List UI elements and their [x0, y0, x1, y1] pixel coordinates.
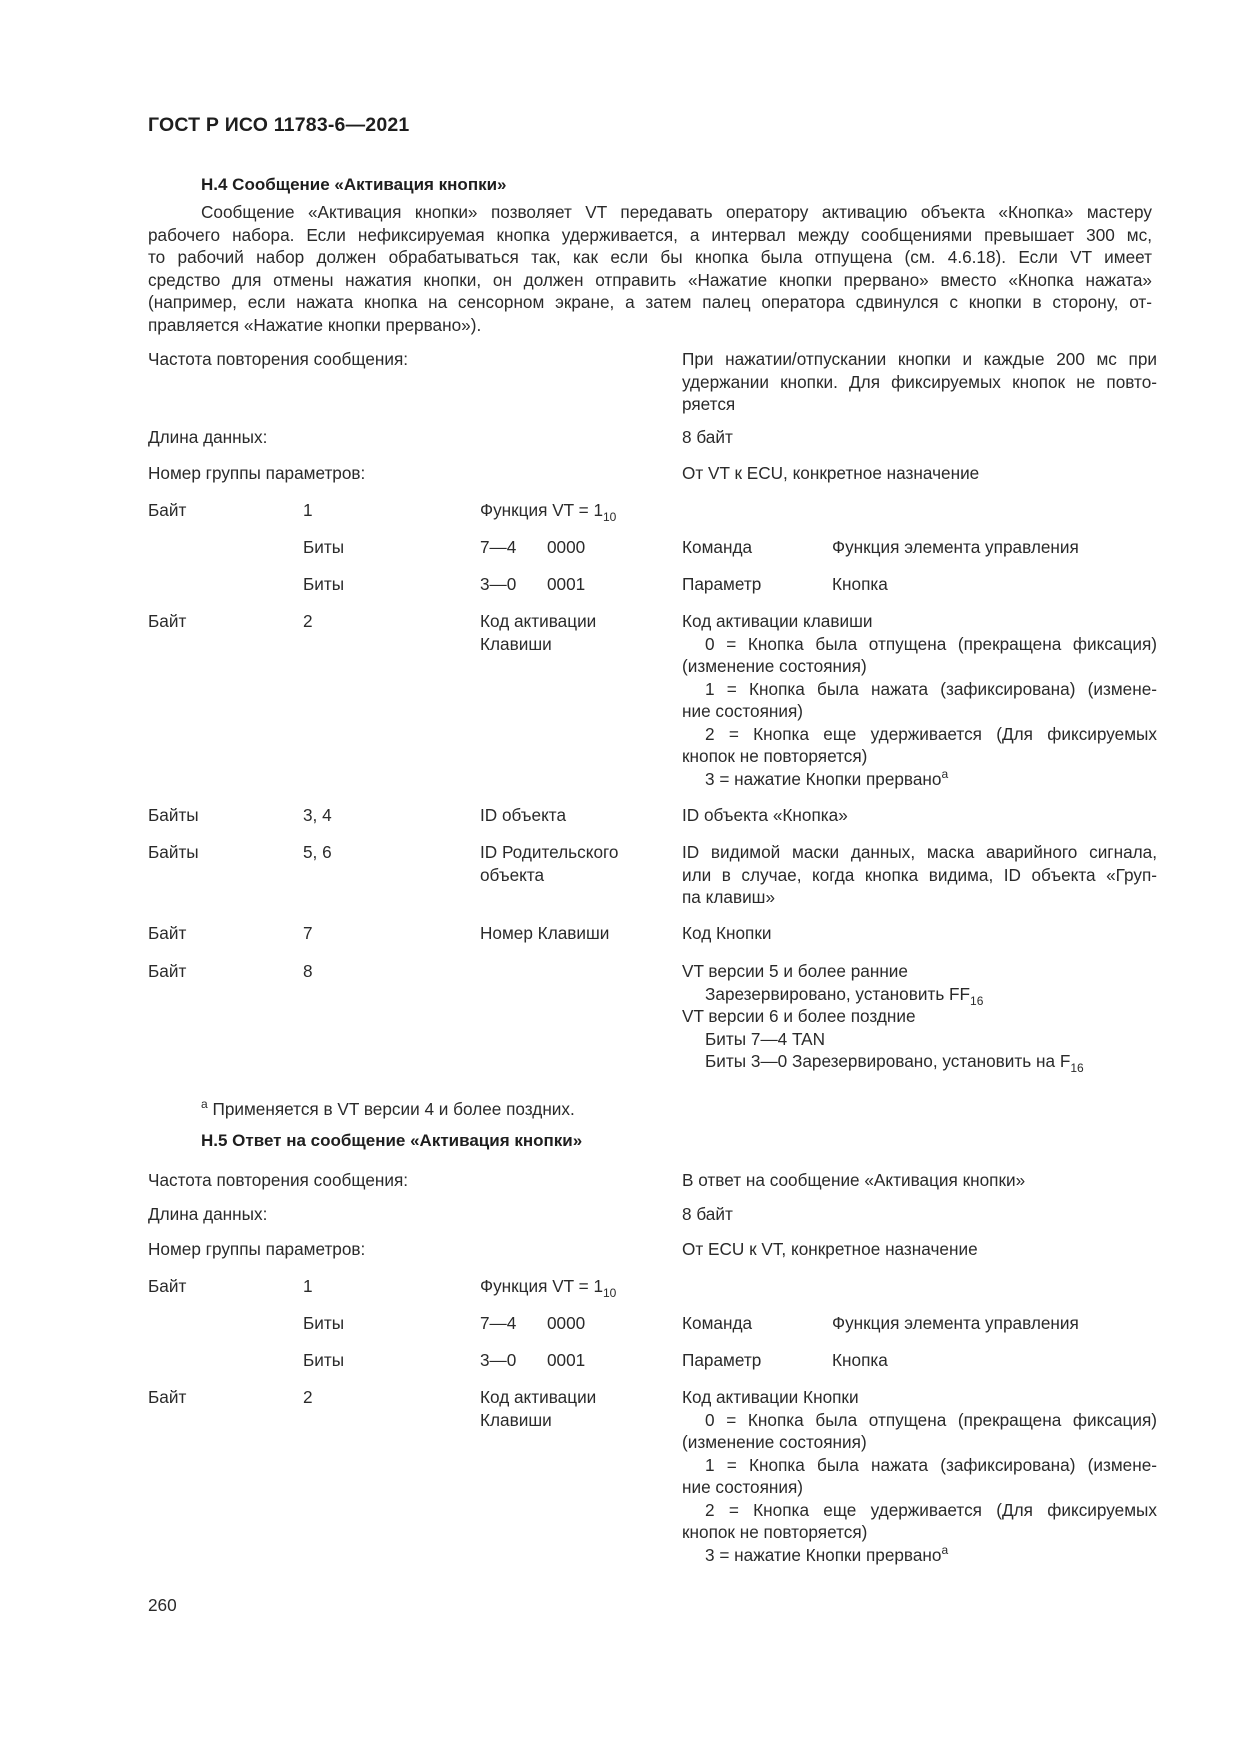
version-line: VT версии 5 и более ранние	[682, 961, 908, 981]
reserved-text: Биты 3—0 Зарезервировано, установить на F	[705, 1051, 1071, 1071]
activation-codes	[682, 1386, 1157, 1566]
intro-paragraph	[148, 201, 1152, 336]
document-code: ГОСТ Р ИСО 11783-6—2021	[148, 114, 410, 136]
field-name: ID объекта	[480, 805, 567, 825]
byte-label: Байт	[148, 1276, 187, 1296]
footnote	[201, 1098, 575, 1121]
bits-range: 3—0	[480, 574, 517, 594]
paragraph-line: правляется «Нажатие кнопки прервано»).	[148, 314, 482, 335]
vt-function	[480, 499, 616, 522]
description-line: или в случае, когда кнопка видима, ID объекта «Груп-	[682, 864, 1157, 885]
subscript: 10	[603, 1286, 617, 1300]
field-line: ID Родительского	[480, 842, 619, 862]
field-line: Клавиши	[480, 1409, 552, 1430]
reserved-text: Зарезервировано, установить FF	[705, 983, 971, 1004]
bits-value: 0001	[547, 574, 586, 594]
byte-number: 8	[303, 961, 313, 981]
reserved-line	[682, 1050, 1084, 1073]
bits-name: Команда	[682, 1313, 753, 1333]
page-number: 260	[148, 1595, 177, 1615]
bits-description: Функция элемента управления	[832, 537, 1079, 557]
rate-line: ряется	[682, 394, 736, 414]
code-line: ние состояния)	[682, 1477, 804, 1497]
bits-value: 0001	[547, 1350, 586, 1370]
section-title-h5: H.5 Ответ на сообщение «Активация кнопки»	[201, 1131, 583, 1150]
subscript: 10	[603, 510, 617, 524]
code-line: ние состояния)	[682, 701, 804, 721]
code-line: 0 = Кнопка была отпущена (прекращена фиксация)	[705, 1409, 1157, 1430]
paragraph-line: то рабочий набор должен обрабатываться так, как если бы кнопка была отпущена (см. 4.6.18). Если VT имеет	[148, 247, 1152, 267]
paragraph-line: рабочего набора. Если нефиксируемая кнопка удерживается, а интервал между сообщениями превышает 300 мс,	[148, 224, 1152, 245]
bits-label: Биты	[303, 1350, 345, 1370]
byte-label: Байт	[148, 500, 187, 520]
field-name	[480, 610, 596, 655]
pgn-label: Номер группы параметров:	[148, 463, 366, 483]
description-line: ID видимой маски данных, маска аварийного сигнала,	[682, 842, 1157, 862]
byte-label: Байт	[148, 611, 187, 631]
code-line: (изменение состояния)	[682, 1432, 867, 1452]
field-description: ID объекта «Кнопка»	[682, 805, 848, 825]
byte-number: 2	[303, 1387, 313, 1407]
subscript: 16	[1070, 1061, 1084, 1075]
activation-codes	[682, 610, 1157, 790]
field-line: Код активации	[480, 611, 597, 631]
length-value: 8 байт	[682, 427, 733, 447]
bits-value: 0000	[547, 1313, 586, 1333]
code-line: кнопок не повторяется)	[682, 746, 868, 766]
footnote-text: Применяется в VT версии 4 и более поздних.	[207, 1099, 575, 1119]
byte-number: 7	[303, 923, 313, 943]
code-text: 3 = нажатие Кнопки прервано	[705, 1544, 942, 1565]
codes-heading: Код активации Кнопки	[682, 1387, 859, 1407]
code-line: 1 = Кнопка была нажата (зафиксирована) (измене-	[705, 678, 1157, 699]
byte-number: 2	[303, 611, 313, 631]
byte-number: 3, 4	[303, 805, 332, 825]
paragraph-line: (например, если нажата кнопка на сенсорном экране, а затем палец оператора сдвинулся с кнопки в сторону, от-	[148, 292, 1152, 312]
code-line	[682, 768, 1157, 791]
field-line: Клавиши	[480, 633, 552, 654]
code-line: 0 = Кнопка была отпущена (прекращена фиксация)	[705, 633, 1157, 654]
byte-label: Байт	[148, 961, 187, 981]
byte-number: 1	[303, 1276, 313, 1296]
pgn-value: От VT к ECU, конкретное назначение	[682, 463, 980, 483]
paragraph-line: Сообщение «Активация кнопки» позволяет VT передавать оператору активацию объекта «Кнопка» мастеру	[201, 202, 1152, 222]
footnote-mark: a	[941, 1542, 949, 1557]
bits-name: Параметр	[682, 574, 762, 594]
bits-description: Кнопка	[832, 574, 888, 594]
section-title-h4: H.4 Сообщение «Активация кнопки»	[201, 175, 507, 194]
byte-label: Байт	[148, 1387, 187, 1407]
byte-label: Байт	[148, 923, 187, 943]
code-text: 3 = нажатие Кнопки прервано	[705, 768, 942, 789]
codes-heading: Код активации клавиши	[682, 611, 873, 631]
version-line: VT версии 6 и более поздние	[682, 1006, 916, 1026]
rate-line: удержании кнопки. Для фиксируемых кнопок не повто-	[682, 371, 1157, 392]
byte-number: 5, 6	[303, 842, 332, 862]
bits-description: Функция элемента управления	[832, 1313, 1079, 1333]
bits-range: 7—4	[480, 537, 517, 557]
code-line: 1 = Кнопка была нажата (зафиксирована) (измене-	[705, 1454, 1157, 1475]
bits-name: Параметр	[682, 1350, 762, 1370]
paragraph-line: средство для отмены нажатия кнопки, он должен отправить «Нажатие кнопки прервано» вместо «Кнопка нажата»	[148, 269, 1152, 290]
byte-number: 1	[303, 500, 313, 520]
field-line: Код активации	[480, 1387, 597, 1407]
bits-range: 7—4	[480, 1313, 517, 1333]
rate-label: Частота повторения сообщения:	[148, 349, 409, 369]
field-name: Номер Клавиши	[480, 923, 610, 943]
length-value: 8 байт	[682, 1204, 733, 1224]
vt-function-text: Функция VT = 1	[480, 1276, 603, 1296]
footnote-mark: a	[201, 1097, 208, 1111]
description-line: па клавиш»	[682, 887, 776, 907]
bits-description: Кнопка	[832, 1350, 888, 1370]
subscript: 16	[970, 993, 984, 1008]
code-line	[682, 1544, 1157, 1567]
byte8-description	[682, 960, 1084, 1073]
length-label: Длина данных:	[148, 1204, 268, 1224]
rate-value	[682, 348, 1157, 416]
bits-label: Биты	[303, 574, 345, 594]
bits-label: Биты	[303, 1313, 345, 1333]
bits-name: Команда	[682, 537, 753, 557]
pgn-label: Номер группы параметров:	[148, 1239, 366, 1259]
bits-value: 0000	[547, 537, 586, 557]
code-line: 2 = Кнопка еще удерживается (Для фиксируемых	[705, 1499, 1157, 1520]
vt-function-text: Функция VT = 1	[480, 500, 603, 520]
reserved-line	[682, 983, 1084, 1006]
byte-label: Байты	[148, 842, 199, 862]
field-name	[480, 1386, 596, 1431]
code-line: 2 = Кнопка еще удерживается (Для фиксируемых	[705, 723, 1157, 744]
footnote-mark: a	[941, 766, 949, 781]
bits-label: Биты	[303, 537, 345, 557]
field-name	[480, 841, 618, 886]
length-label: Длина данных:	[148, 427, 268, 447]
code-line: (изменение состояния)	[682, 656, 867, 676]
field-description	[682, 841, 1157, 909]
field-description: Код Кнопки	[682, 923, 772, 943]
byte-label: Байты	[148, 805, 199, 825]
bits-range: 3—0	[480, 1350, 517, 1370]
rate-line: При нажатии/отпускании кнопки и каждые 200 мс при	[682, 349, 1157, 369]
code-line: кнопок не повторяется)	[682, 1522, 868, 1542]
vt-function	[480, 1275, 616, 1298]
pgn-value: От ECU к VT, конкретное назначение	[682, 1239, 978, 1259]
rate-value: В ответ на сообщение «Активация кнопки»	[682, 1170, 1026, 1190]
rate-label: Частота повторения сообщения:	[148, 1170, 409, 1190]
bits-line: Биты 7—4 TAN	[705, 1028, 826, 1049]
field-line: объекта	[480, 864, 545, 885]
